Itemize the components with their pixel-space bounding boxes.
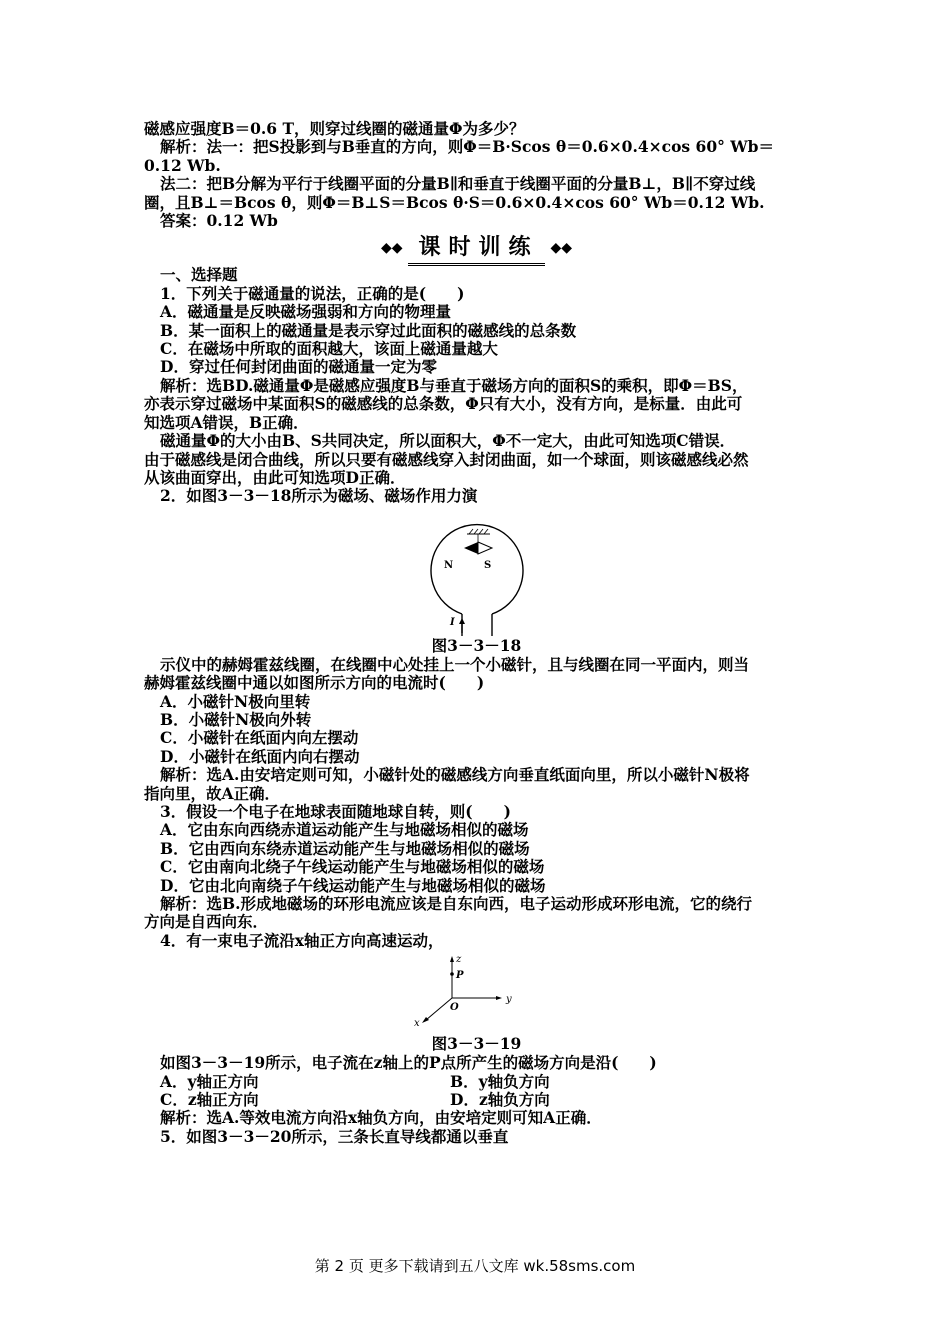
question-1-stem: 1．下列关于磁通量的说法，正确的是( ) (160, 283, 465, 303)
xyz-axes-diagram (412, 950, 542, 1034)
diamond-decoration-right: ◆◆ (550, 240, 573, 257)
explanation-line: 从该曲面穿出，由此可知选项D正确． (144, 467, 406, 487)
figure-caption: 图3－3－18 (431, 635, 522, 655)
answer-line: 答案：0.12 Wb (160, 211, 278, 231)
z-axis-label: z (455, 954, 461, 966)
text-line: 法二：把B分解为平行于线圈平面的分量B∥和垂直于线圈平面的分量B⊥，B∥不穿过线 (160, 174, 756, 194)
option-d: D．z轴负方向 (450, 1090, 550, 1110)
page-footer: 第 2 页 更多下载请到五八文库 wk.58sms.com (314, 1257, 636, 1275)
option-c: C．小磁针在纸面内向左摆动 (160, 728, 359, 748)
options-row (144, 1073, 809, 1091)
diamond-decoration-left: ◆◆ (380, 240, 403, 257)
text-line: 磁感应强度B＝0.6 T，则穿过线圈的磁通量Φ为多少？ (144, 119, 525, 138)
explanation-line: 亦表示穿过磁场中某面积S的磁感线的总条数，Φ只有大小，没有方向，是标量．由此可 (144, 394, 743, 414)
current-label: I (449, 616, 455, 628)
explanation-line: 磁通量Φ的大小由B、S共同决定，所以面积大，Φ不一定大，由此可知选项C错误． (160, 431, 736, 451)
explanation-line: 解析：选A.由安培定则可知，小磁针处的磁感线方向垂直纸面向里，所以小磁针N极将 (160, 765, 750, 785)
text-line: 0.12 Wb. (144, 155, 221, 175)
option-c: C．在磁场中所取的面积越大，该面上磁通量越大 (160, 339, 498, 359)
question-2-stem: 2．如图3－3－18所示为磁场、磁场作用力演 (160, 486, 478, 506)
origin-label: O (449, 1002, 459, 1014)
explanation-line: 方向是自西向东． (144, 912, 269, 932)
option-d: D．它由北向南绕子午线运动能产生与地磁场相似的磁场 (160, 875, 546, 895)
x-axis-label: x (413, 1018, 420, 1030)
question-3-stem: 3．假设一个电子在地球表面随地球自转，则( ) (160, 801, 511, 821)
text-line: 圈，且B⊥＝Bcos θ，则Φ＝B⊥S＝Bcos θ·S＝0.6×0.4×cos 60° Wb＝0.12 Wb. (144, 192, 765, 212)
explanation-line: 指向里，故A正确． (144, 783, 281, 803)
question-text: 示仪中的赫姆霍兹线圈，在线圈中心处挂上一个小磁针，且与线圈在同一平面内，则当 (160, 654, 750, 674)
options-row (144, 1091, 809, 1109)
option-b: B．小磁针N极向外转 (160, 709, 312, 729)
option-a: A．它由东向西绕赤道运动能产生与地磁场相似的磁场 (160, 820, 529, 840)
question-text: 如图3－3－19所示，电子流在z轴上的P点所产生的磁场方向是沿( ) (160, 1053, 657, 1073)
explanation-line: 知选项A错误，B正确． (144, 412, 309, 432)
explanation-line: 解析：选BD.磁通量Φ是磁感应强度B与垂直于磁场方向的面积S的乘积，即Φ＝BS， (160, 375, 748, 395)
question-4-stem: 4．有一束电子流沿x轴正方向高速运动， (160, 930, 444, 950)
question-5-stem: 5．如图3－3－20所示，三条长直导线都通以垂直 (160, 1126, 509, 1146)
option-b: B．它由西向东绕赤道运动能产生与地磁场相似的磁场 (160, 838, 530, 858)
explanation-line: 解析：选B.形成地磁场的环形电流应该是自东向西，电子运动形成环形电流，它的绕行 (160, 894, 752, 913)
figure-caption: 图3－3－19 (431, 1034, 522, 1054)
option-d: D．小磁针在纸面内向右摆动 (160, 746, 360, 766)
section-heading: 一、选择题 (160, 265, 238, 285)
section-title: 课时训练 (408, 230, 544, 266)
figure-3-3-18 (144, 506, 809, 636)
figure-3-3-19 (144, 950, 809, 1034)
option-b: B．y轴负方向 (450, 1071, 550, 1091)
option-d: D．穿过任何封闭曲面的磁通量一定为零 (160, 357, 437, 377)
helmholtz-coil-diagram (422, 506, 532, 636)
y-axis-label: y (505, 994, 512, 1006)
option-c: C．它由南向北绕子午线运动能产生与地磁场相似的磁场 (160, 857, 545, 877)
south-pole-label: S (483, 559, 491, 571)
content-column (144, 120, 809, 1146)
option-a: A．磁通量是反映磁场强弱和方向的物理量 (160, 302, 452, 322)
section-header (144, 232, 809, 264)
question-text: 赫姆霍兹线圈中通以如图所示方向的电流时( ) (144, 673, 485, 693)
option-b: B．某一面积上的磁通量是表示穿过此面积的磁感线的总条数 (160, 320, 577, 340)
option-a: A．y轴正方向 (160, 1071, 259, 1091)
option-a: A．小磁针N极向里转 (160, 691, 311, 711)
north-pole-label: N (443, 559, 453, 571)
explanation-line: 由于磁感线是闭合曲线，所以只要有磁感线穿入封闭曲面，如一个球面，则该磁感线必然 (144, 449, 749, 469)
explanation-line: 解析：选A.等效电流方向沿x轴负方向，由安培定则可知A正确． (160, 1108, 602, 1128)
point-p-label: P (455, 970, 464, 982)
option-c: C．z轴正方向 (160, 1090, 259, 1110)
text-line: 解析：法一：把S投影到与B垂直的方向，则Φ＝B·Scos θ＝0.6×0.4×cos 60° Wb＝ (160, 137, 774, 157)
